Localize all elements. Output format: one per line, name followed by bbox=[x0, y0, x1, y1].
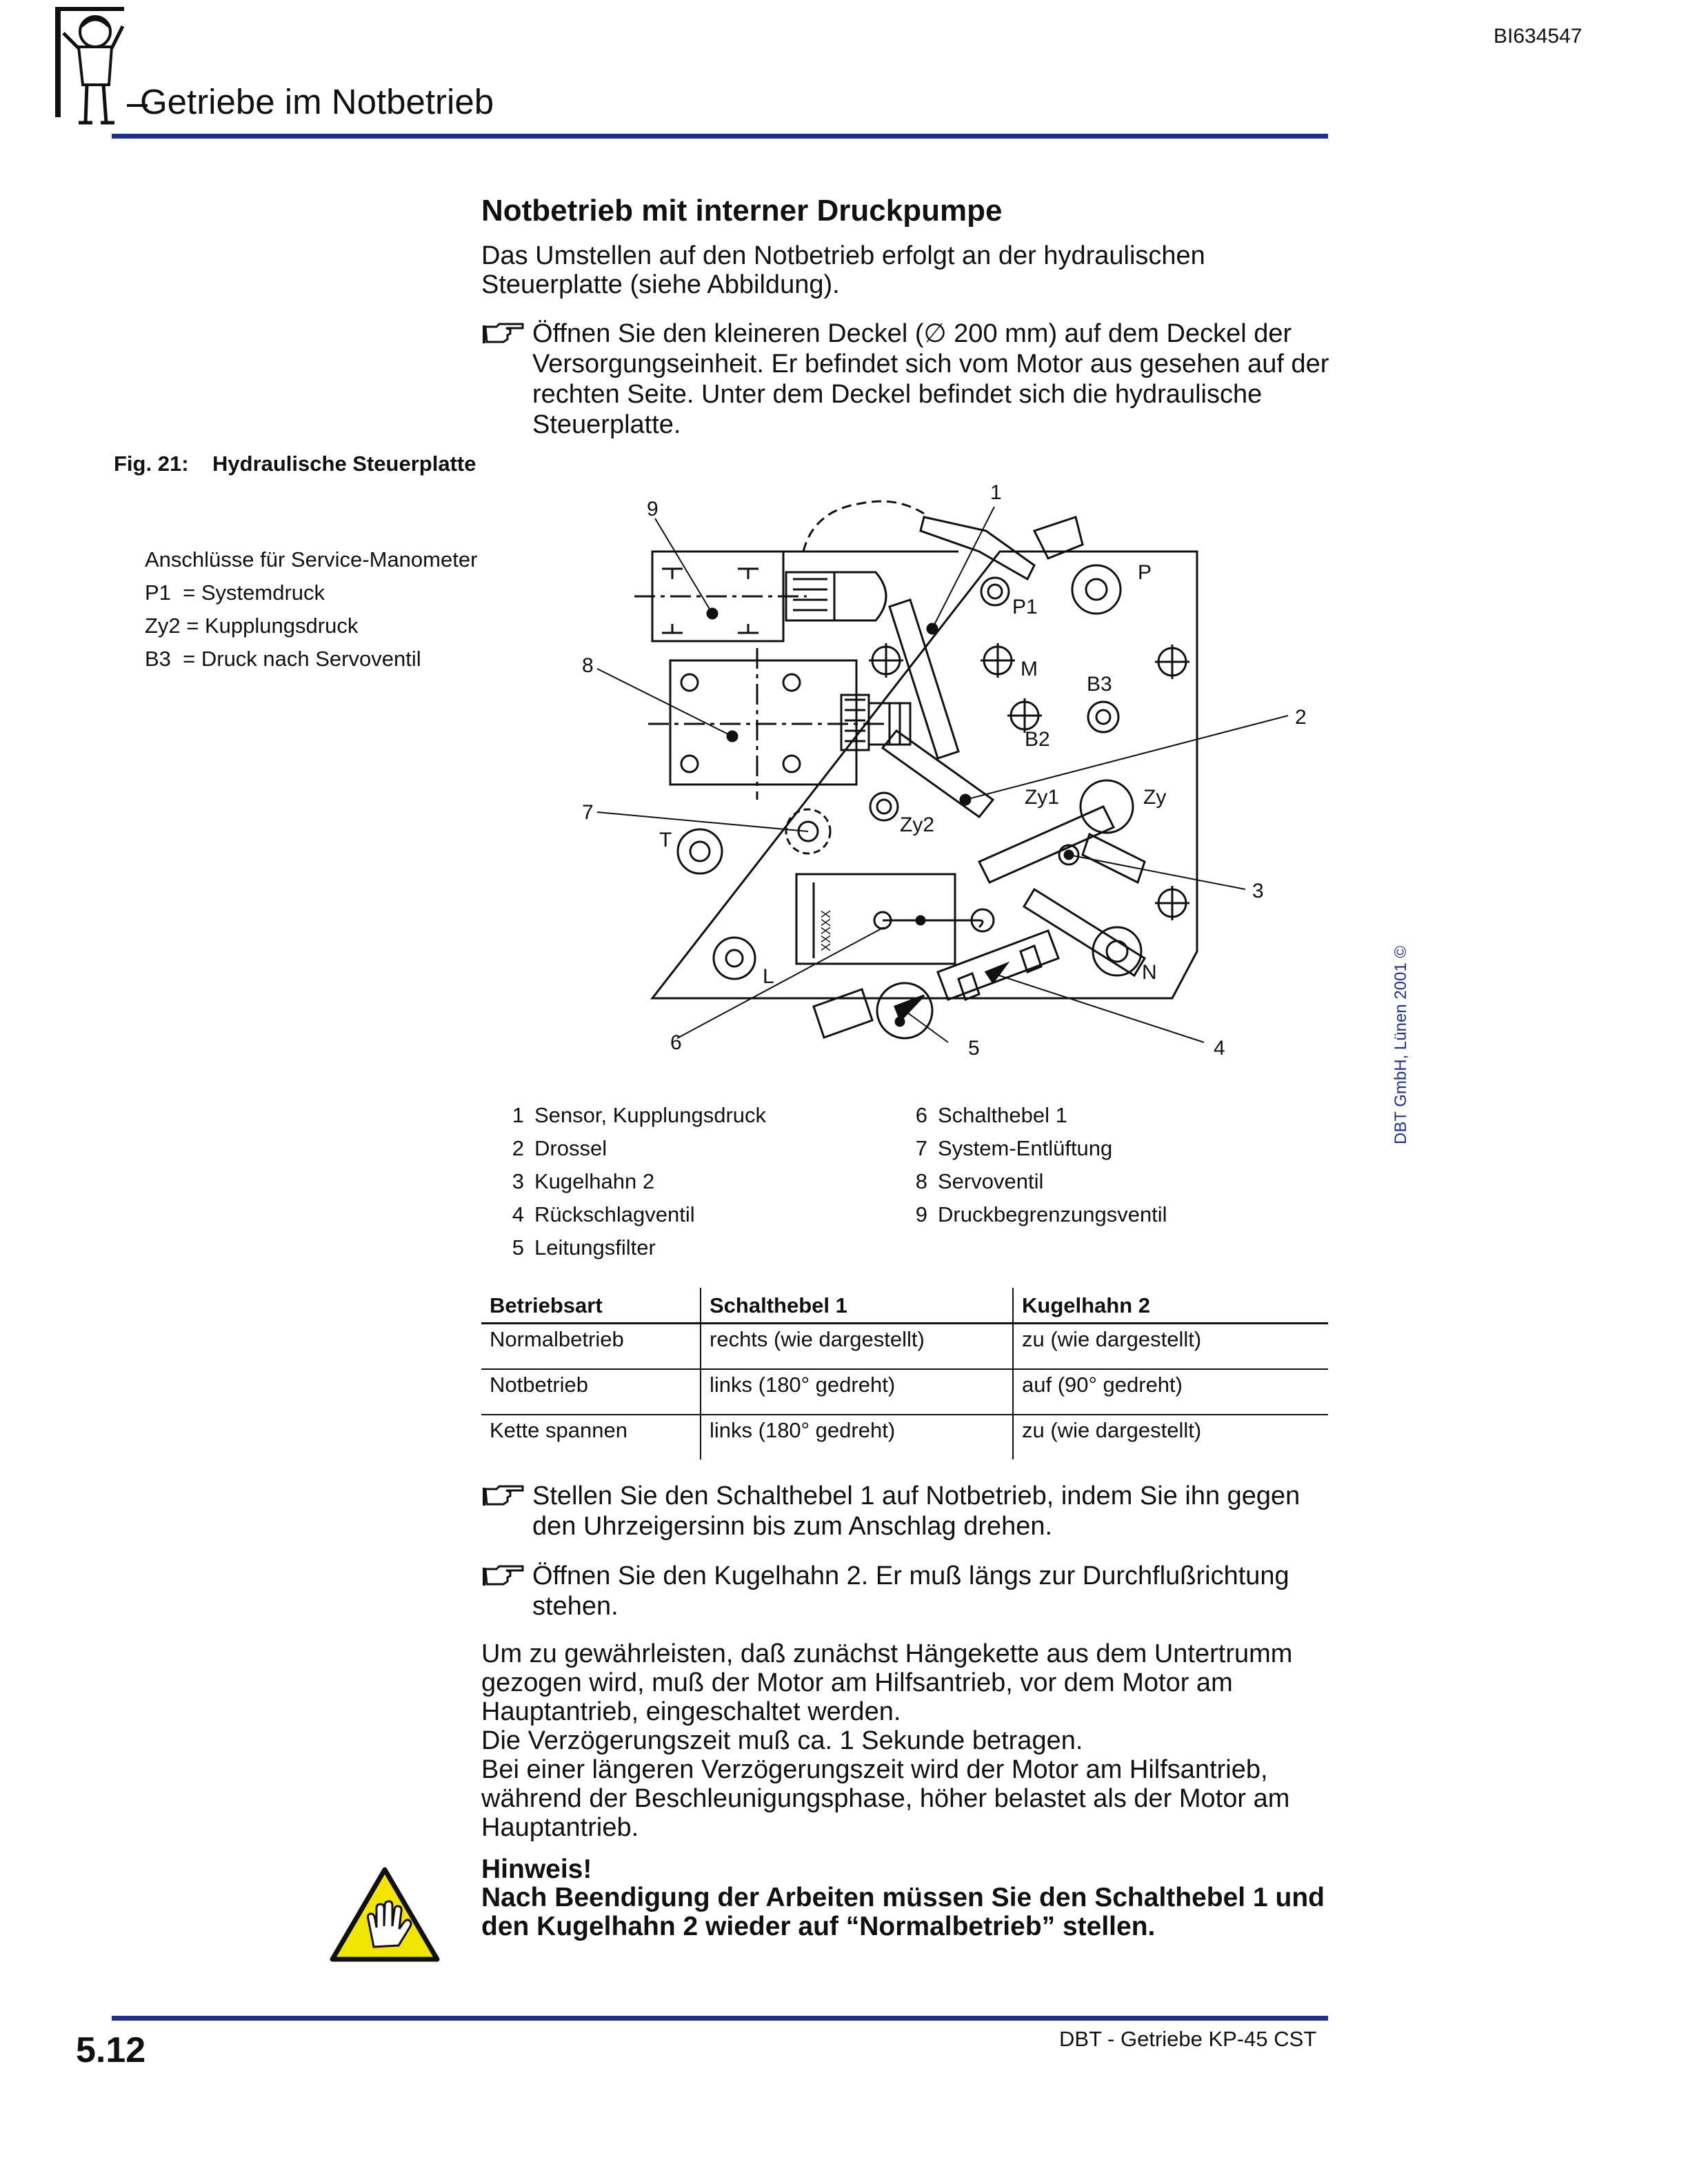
callout-1: 1 bbox=[990, 481, 1002, 504]
document-id: BI634547 bbox=[1494, 25, 1582, 48]
legend-item-2: 2 Drossel bbox=[512, 1136, 607, 1160]
legend-item-3: 3 Kugelhahn 2 bbox=[512, 1169, 655, 1193]
table-header: Betriebsart bbox=[481, 1288, 701, 1324]
pointing-hand-icon bbox=[483, 320, 525, 346]
port-label-t: T bbox=[659, 829, 672, 851]
legend-item-7: 7 System-Entlüftung bbox=[915, 1136, 1113, 1160]
line-filter bbox=[814, 983, 932, 1038]
section-title: Notbetrieb mit interner Druckpumpe bbox=[481, 194, 1003, 228]
table-cell: links (180° gedreht) bbox=[701, 1369, 1013, 1415]
legend-item-6: 6 Schalthebel 1 bbox=[915, 1103, 1067, 1127]
table-cell: auf (90° gedreht) bbox=[1013, 1369, 1328, 1415]
page-header-title: Getriebe im Notbetrieb bbox=[140, 82, 494, 121]
figure-legend-left bbox=[496, 1099, 766, 1264]
servo-valve bbox=[648, 648, 910, 800]
figure-label: Fig. 21: bbox=[114, 452, 189, 476]
table-cell: zu (wie dargestellt) bbox=[1013, 1415, 1328, 1459]
callout-8: 8 bbox=[582, 654, 594, 677]
callout-2: 2 bbox=[1295, 706, 1307, 729]
callout-6: 6 bbox=[670, 1031, 682, 1054]
body-paragraph-2: Die Verzögerungszeit muß ca. 1 Sekunde betragen. bbox=[481, 1726, 1083, 1755]
port-label-b2: B2 bbox=[1025, 728, 1050, 751]
figure-title: Hydraulische Steuerplatte bbox=[212, 452, 476, 476]
footer-title: DBT - Getriebe KP-45 CST bbox=[1059, 2027, 1317, 2051]
hydraulic-control-plate-diagram bbox=[552, 476, 1307, 1082]
legend-item-1: 1 Sensor, Kupplungsdruck bbox=[512, 1103, 767, 1127]
table-cell: links (180° gedreht) bbox=[701, 1415, 1013, 1459]
table-cell: Normalbetrieb bbox=[481, 1324, 701, 1370]
operating-mode-table bbox=[481, 1288, 1328, 1459]
port-label-zy: Zy bbox=[1143, 786, 1167, 809]
figure-legend-right bbox=[900, 1099, 1167, 1231]
table-row bbox=[481, 1324, 1328, 1370]
intro-paragraph: Das Umstellen auf den Notbetrieb erfolgt an der hydraulischen Steuerplatte (siehe Abbildung). bbox=[481, 241, 1205, 299]
instruction-step-1-text: Öffnen Sie den kleineren Deckel (∅ 200 mm) auf dem Deckel der Versorgungseinheit. Er befindet sich vom Motor aus gesehen auf der rechten Seite. Unter dem Deckel befindet sich die hydraulische Steuerplatte. bbox=[532, 319, 1329, 439]
instruction-step-3-text: Öffnen Sie den Kugelhahn 2. Er muß längs zur Durchflußrichtung stehen. bbox=[532, 1561, 1289, 1621]
table-row bbox=[481, 1369, 1328, 1415]
port-label-b3: B3 bbox=[1087, 673, 1112, 696]
port-label-p1: P1 bbox=[1012, 596, 1038, 618]
table-row bbox=[481, 1415, 1328, 1459]
note-heading: Hinweis! bbox=[481, 1854, 592, 1884]
callout-5: 5 bbox=[968, 1037, 980, 1060]
table-header: Schalthebel 1 bbox=[701, 1288, 1013, 1324]
callout-4: 4 bbox=[1214, 1037, 1225, 1060]
table-cell: rechts (wie dargestellt) bbox=[701, 1324, 1013, 1370]
port-label-zy2: Zy2 bbox=[900, 813, 935, 836]
pointing-hand-icon bbox=[483, 1482, 525, 1508]
control-plate-outline bbox=[652, 552, 1197, 998]
legend-item-9: 9 Druckbegrenzungsventil bbox=[915, 1202, 1167, 1226]
port-b3: B3 = Druck nach Servoventil bbox=[145, 647, 421, 671]
port-label-p: P bbox=[1138, 561, 1152, 584]
cover-arc bbox=[803, 501, 924, 552]
instruction-step-2-text: Stellen Sie den Schalthebel 1 auf Notbetrieb, indem Sie ihn gegen den Uhrzeigersinn bis zum Anschlag drehen. bbox=[532, 1482, 1300, 1541]
lever-marking: XXXXX bbox=[819, 909, 833, 951]
copyright-notice: DBT GmbH, Lünen 2001 © bbox=[1391, 945, 1410, 1144]
figure-caption bbox=[114, 452, 476, 476]
footer-rule bbox=[112, 2016, 1328, 2021]
pressure-relief-valve bbox=[634, 552, 886, 641]
page-number: 5.12 bbox=[76, 2030, 146, 2070]
ports-heading: Anschlüsse für Service-Manometer bbox=[145, 547, 478, 572]
port-label-l: L bbox=[763, 965, 774, 988]
manometer-ports bbox=[145, 543, 477, 676]
table-cell: Kette spannen bbox=[490, 1418, 627, 1442]
legend-item-8: 8 Servoventil bbox=[915, 1169, 1044, 1193]
port-zy2: Zy2 = Kupplungsdruck bbox=[145, 614, 359, 638]
port-label-m: M bbox=[1021, 658, 1038, 680]
port-p1: P1 = Systemdruck bbox=[145, 580, 325, 605]
legend-item-4: 4 Rückschlagventil bbox=[512, 1202, 695, 1226]
pointing-hand-icon bbox=[483, 1562, 525, 1588]
callout-9: 9 bbox=[647, 498, 659, 520]
callout-7: 7 bbox=[582, 801, 594, 824]
legend-item-5: 5 Leitungsfilter bbox=[512, 1235, 656, 1260]
port-label-zy1: Zy1 bbox=[1025, 786, 1060, 809]
note-text: Nach Beendigung der Arbeiten müssen Sie den Schalthebel 1 und den Kugelhahn 2 wieder auf “Normalbetrieb” stellen. bbox=[481, 1883, 1325, 1941]
body-paragraph-3: Bei einer längeren Verzögerungszeit wird der Motor am Hilfsantrieb, während der Beschleunigungsphase, höher belastet als der Motor am Hauptantrieb. bbox=[481, 1755, 1290, 1842]
table-header: Kugelhahn 2 bbox=[1013, 1288, 1328, 1324]
header-rule bbox=[112, 134, 1328, 139]
clutch-pressure-sensor bbox=[921, 517, 1083, 579]
port-label-n: N bbox=[1142, 961, 1157, 984]
body-paragraph-1: Um zu gewährleisten, daß zunächst Hängekette aus dem Untertrumm gezogen wird, muß der Motor am Hilfsantrieb, vor dem Motor am Hauptantrieb, eingeschaltet werden. bbox=[481, 1639, 1293, 1726]
warning-hand-icon bbox=[328, 1866, 441, 1963]
mechanic-logo-icon bbox=[51, 6, 134, 130]
table-header-row bbox=[481, 1288, 1328, 1324]
leader-lines bbox=[597, 507, 1288, 1042]
callout-3: 3 bbox=[1252, 880, 1264, 902]
table-cell: zu (wie dargestellt) bbox=[1013, 1324, 1328, 1370]
table-cell: Notbetrieb bbox=[481, 1369, 701, 1415]
